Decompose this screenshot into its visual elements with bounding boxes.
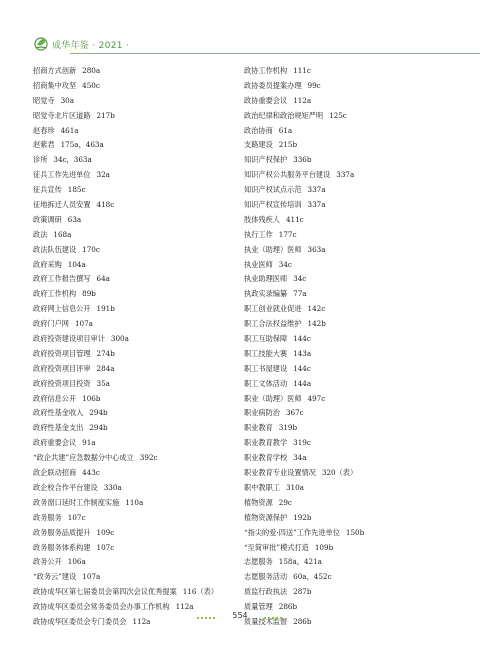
- index-term: “至简审批”模式打造: [244, 542, 309, 552]
- index-page-ref: 34c: [293, 274, 307, 284]
- index-page-ref: 443c: [82, 468, 100, 478]
- index-term: 政府投资建设项目审计: [33, 334, 105, 344]
- index-term: 昭觉寺: [33, 95, 55, 105]
- index-page-ref: 107c: [67, 512, 86, 522]
- index-page-ref: 34c，363a: [53, 155, 92, 165]
- index-page-ref: 418c: [96, 200, 115, 210]
- index-entry: [33, 153, 243, 168]
- page-number: 554: [232, 611, 248, 620]
- index-term: 志愿服务活动: [244, 572, 288, 582]
- index-entry: [33, 287, 243, 302]
- index-entry: [244, 436, 454, 451]
- index-page-ref: 300a: [110, 334, 129, 344]
- index-term: 执政实录编纂: [244, 289, 288, 299]
- index-page-ref: 89b: [82, 289, 96, 299]
- index-page-ref: 294b: [89, 408, 108, 418]
- index-term: 招商方式创新: [33, 66, 77, 75]
- index-entry: [33, 258, 243, 273]
- index-page-ref: 125c: [329, 110, 347, 120]
- index-page-ref: 144c: [293, 334, 311, 344]
- index-term: 知识产权试点示范: [244, 185, 302, 195]
- index-term: 政府工作报告撰写: [33, 274, 91, 284]
- index-term: 政府网上信息公开: [33, 304, 91, 314]
- index-entry: [33, 541, 243, 556]
- index-entry: [33, 496, 243, 511]
- index-page-ref: 64a: [96, 274, 110, 284]
- index-entry: [33, 243, 243, 258]
- index-term: 政府采购: [33, 259, 62, 269]
- index-entry: [244, 466, 454, 481]
- index-term: 职业教育学校: [244, 453, 288, 463]
- index-term: 职工合法权益维护: [244, 319, 302, 329]
- index-page-ref: 336b: [293, 155, 312, 165]
- index-entry: [33, 436, 243, 451]
- index-term: 政府门户网: [33, 319, 69, 329]
- index-page-ref: 215b: [278, 140, 298, 150]
- index-page-ref: 142c: [307, 304, 326, 314]
- index-term: 政协成华区委员会常务委员会办事工作机构: [33, 602, 170, 612]
- index-term: 执行工作: [244, 229, 273, 239]
- index-entry: [33, 228, 243, 243]
- index-term: 支路建设: [244, 140, 273, 150]
- index-term: 质监行政执法: [244, 587, 288, 597]
- index-term: 政协委员提案办理: [244, 80, 302, 90]
- index-term: 职中教职工: [244, 482, 280, 492]
- index-entry: [244, 541, 454, 556]
- index-term: 知识产权保护: [244, 155, 288, 165]
- index-term: 职业（助理）医师: [244, 393, 302, 403]
- index-term: 政务服务品质提升: [33, 527, 91, 537]
- index-entry: [244, 272, 454, 287]
- index-entry: [33, 466, 243, 481]
- index-term: 职业教育专业设置情况: [244, 468, 316, 478]
- index-term: 政府工作机构: [33, 289, 77, 299]
- index-page-ref: 107c: [96, 542, 115, 552]
- yearbook-title: 成华年鉴 · 2021 ·: [52, 41, 130, 51]
- index-term: “政企共建”应急数据分中心成立: [33, 453, 134, 463]
- index-entry: [33, 124, 243, 139]
- index-page-ref: 175a，463a: [60, 140, 104, 150]
- index-page-ref: 337a: [307, 185, 326, 195]
- index-entry: [244, 362, 454, 377]
- index-term: 政协工作机构: [244, 66, 288, 75]
- index-entry: [33, 511, 243, 526]
- index-entry: [244, 228, 454, 243]
- index-page-ref: 32a: [96, 170, 110, 180]
- index-page-ref: 274b: [96, 348, 115, 358]
- index-term: 赵紫君: [33, 140, 55, 150]
- index-term: 政府性基金支出: [33, 423, 84, 433]
- index-page-ref: 287b: [293, 587, 312, 597]
- index-page-ref: 330a: [103, 482, 122, 492]
- index-term: 赵春珍: [33, 125, 55, 135]
- index-page-ref: 112a: [175, 602, 194, 612]
- index-term: 政府投资项目管理: [33, 348, 91, 358]
- index-term: 征兵工作先进单位: [33, 170, 91, 180]
- index-page-ref: 170c: [82, 244, 100, 254]
- index-entry: [244, 243, 454, 258]
- index-term: 政治协商: [244, 125, 273, 135]
- index-page-ref: 192b: [293, 512, 312, 522]
- index-term: 志愿服务: [244, 557, 273, 567]
- index-entry: [33, 377, 243, 392]
- index-page-ref: 217b: [96, 110, 115, 120]
- index-page-ref: 91a: [82, 438, 96, 448]
- index-entry: [244, 496, 454, 511]
- index-entry: [244, 332, 454, 347]
- index-page-ref: 497c: [307, 393, 326, 403]
- index-term: 政府性基金收入: [33, 408, 84, 418]
- index-term: 职工技能大赛: [244, 348, 288, 358]
- index-page-ref: 111c: [293, 66, 311, 75]
- index-term: 职工书屋建设: [244, 363, 288, 373]
- index-term: 政务服务: [33, 512, 62, 522]
- index-entry: [33, 481, 243, 496]
- index-page-ref: 104a: [67, 259, 86, 269]
- index-entry: [244, 94, 454, 109]
- index-entry: [244, 213, 454, 228]
- index-entry: [244, 138, 454, 153]
- index-entry: [244, 377, 454, 392]
- index-page-ref: 280a: [82, 66, 101, 75]
- index-term: 政协成华区委员会专门委员会: [33, 616, 127, 626]
- index-entry: [33, 392, 243, 407]
- index-page-ref: 337a: [336, 170, 355, 180]
- index-entry: [244, 258, 454, 273]
- index-entry: [33, 555, 243, 570]
- index-page-ref: 107a: [74, 319, 93, 329]
- index-term: 执业助理医师: [244, 274, 288, 284]
- index-entry: [244, 317, 454, 332]
- index-page-ref: 319b: [278, 423, 298, 433]
- index-entry: [244, 570, 454, 585]
- index-entry: [244, 347, 454, 362]
- index-page-ref: 142b: [307, 319, 326, 329]
- index-term: 质量管理: [244, 602, 273, 612]
- index-page-ref: 284a: [96, 363, 115, 373]
- index-term: 政法队伍建设: [33, 244, 77, 254]
- index-page-ref: 185c: [67, 185, 86, 195]
- index-entry: [33, 451, 243, 466]
- index-term: 执业（助理）医师: [244, 244, 302, 254]
- index-term: 质量技术监督: [244, 616, 288, 626]
- index-term: 政法: [33, 229, 48, 239]
- index-term: 职业病防治: [244, 408, 280, 418]
- index-page-ref: 286b: [293, 616, 312, 626]
- index-entry: [33, 168, 243, 183]
- index-entry: [244, 153, 454, 168]
- index-page-ref: 112a: [132, 616, 151, 626]
- index-entry: [33, 347, 243, 362]
- index-page-ref: 109b: [314, 542, 334, 552]
- index-entry: [244, 287, 454, 302]
- index-term: 肢体残疾人: [244, 214, 280, 224]
- index-term: 职工互助保障: [244, 334, 288, 344]
- index-page-ref: 450c: [82, 80, 100, 90]
- index-page-ref: 77a: [293, 289, 307, 299]
- footer-ornament-right: [264, 617, 282, 619]
- index-term: 政府投资项目投资: [33, 378, 91, 388]
- index-entry: [33, 94, 243, 109]
- index-page-ref: 294b: [89, 423, 108, 433]
- index-entry: [244, 481, 454, 496]
- index-page-ref: 35a: [96, 378, 110, 388]
- header-divider: [70, 53, 480, 54]
- index-page-ref: 150b: [345, 527, 365, 537]
- index-term: 政企校合作平台建设: [33, 482, 98, 492]
- index-page-ref: 116（表）: [182, 587, 219, 597]
- green-leaf-logo-icon: [33, 35, 49, 51]
- index-term: 昭觉寺北片区道路: [33, 110, 91, 120]
- index-page-ref: 168a: [53, 229, 72, 239]
- index-page-ref: 99c: [307, 80, 321, 90]
- index-page-ref: 310a: [285, 482, 304, 492]
- index-entry: [244, 585, 454, 600]
- index-entry: [33, 198, 243, 213]
- index-entry: [33, 585, 243, 600]
- index-page-ref: 191b: [96, 304, 115, 314]
- index-page-ref: 177c: [278, 229, 297, 239]
- page-header: [0, 0, 480, 58]
- index-page-ref: 109c: [96, 527, 115, 537]
- index-term: 政治纪律和政治规矩严明: [244, 110, 324, 120]
- index-term: 政策调研: [33, 214, 62, 224]
- index-entry: [33, 317, 243, 332]
- index-term: 植物资源保护: [244, 512, 288, 522]
- index-page-ref: 158a，421a: [278, 557, 322, 567]
- index-term: 职工创业就业促进: [244, 304, 302, 314]
- index-entry: [33, 421, 243, 436]
- index-page-ref: 461a: [60, 125, 79, 135]
- index-column-right: [244, 64, 454, 630]
- index-page-ref: 63a: [67, 214, 82, 224]
- index-entry: [33, 570, 243, 585]
- index-page-ref: 34c: [278, 259, 292, 269]
- index-term: 征兵宣传: [33, 185, 62, 195]
- index-entry: [33, 362, 243, 377]
- index-page-ref: 144c: [293, 363, 311, 373]
- index-page-ref: 367c: [285, 408, 304, 418]
- index-entry: [244, 451, 454, 466]
- index-entry: [33, 64, 243, 79]
- index-page-ref: 61a: [278, 125, 293, 135]
- index-page-ref: 60a，452c: [293, 572, 332, 582]
- index-page-ref: 144a: [293, 378, 312, 388]
- index-term: 职工文体活动: [244, 378, 288, 388]
- index-term: 征地拆迁人员安置: [33, 200, 91, 210]
- index-page-ref: 286b: [278, 602, 298, 612]
- index-page-ref: 411c: [285, 214, 304, 224]
- index-page-ref: 107a: [82, 572, 101, 582]
- index-column-left: [33, 64, 243, 630]
- index-entry: [33, 213, 243, 228]
- index-entry: [244, 109, 454, 124]
- index-term: 知识产权公共服务平台建设: [244, 170, 331, 180]
- index-entry: [33, 526, 243, 541]
- index-entry: [244, 124, 454, 139]
- index-page-ref: 34a: [293, 453, 307, 463]
- index-term: 政府投资项目评审: [33, 363, 91, 373]
- index-page-ref: 363a: [307, 244, 326, 254]
- index-entry: [33, 79, 243, 94]
- index-entry: [244, 392, 454, 407]
- index-entry: [244, 555, 454, 570]
- index-entry: [244, 421, 454, 436]
- index-entry: [33, 138, 243, 153]
- index-term: 植物资源: [244, 497, 273, 507]
- index-entry: [244, 64, 454, 79]
- index-page-ref: 30a: [60, 95, 75, 105]
- index-page-ref: 106a: [67, 557, 86, 567]
- index-entry: [33, 183, 243, 198]
- index-term: 执业医师: [244, 259, 273, 269]
- index-page-ref: 392c: [139, 453, 158, 463]
- index-entry: [244, 302, 454, 317]
- index-term: 政务公开: [33, 557, 62, 567]
- index-term: 政协重要会议: [244, 95, 288, 105]
- index-entry: [244, 79, 454, 94]
- index-entry: [33, 302, 243, 317]
- index-term: “政务云”建设: [33, 572, 77, 582]
- index-entry: [244, 183, 454, 198]
- index-term: “指尖的爱·四送”工作先进单位: [244, 527, 340, 537]
- index-page-ref: 112a: [293, 95, 312, 105]
- index-entry: [33, 406, 243, 421]
- index-page-ref: 143a: [293, 348, 312, 358]
- index-term: 政府信息公开: [33, 393, 77, 403]
- index-entry: [33, 332, 243, 347]
- index-entry: [244, 198, 454, 213]
- index-entry: [244, 526, 454, 541]
- index-page-ref: 319c: [293, 438, 311, 448]
- index-entry: [33, 272, 243, 287]
- index-term: 职业教育: [244, 423, 273, 433]
- index-page-ref: 337a: [307, 200, 326, 210]
- index-term: 政务窗口延时工作制度实施: [33, 497, 120, 507]
- index-term: 知识产权宣传培训: [244, 200, 302, 210]
- index-term: 政务服务体系构建: [33, 542, 91, 552]
- index-page-ref: 320（表）: [321, 468, 358, 478]
- index-page-ref: 110a: [125, 497, 144, 507]
- index-term: 政企联动招商: [33, 468, 77, 478]
- index-entry: [244, 511, 454, 526]
- index-term: 职业教育教学: [244, 438, 288, 448]
- index-term: 政协成华区第七届委员会第四次会议优秀提案: [33, 587, 177, 597]
- index-page-ref: 106b: [82, 393, 101, 403]
- index-entry: [244, 406, 454, 421]
- index-term: 诊所: [33, 155, 48, 165]
- index-term: 招商集中攻坚: [33, 80, 77, 90]
- index-entry: [33, 109, 243, 124]
- index-term: 政府重要会议: [33, 438, 77, 448]
- index-entry: [244, 168, 454, 183]
- index-page-ref: 29c: [278, 497, 292, 507]
